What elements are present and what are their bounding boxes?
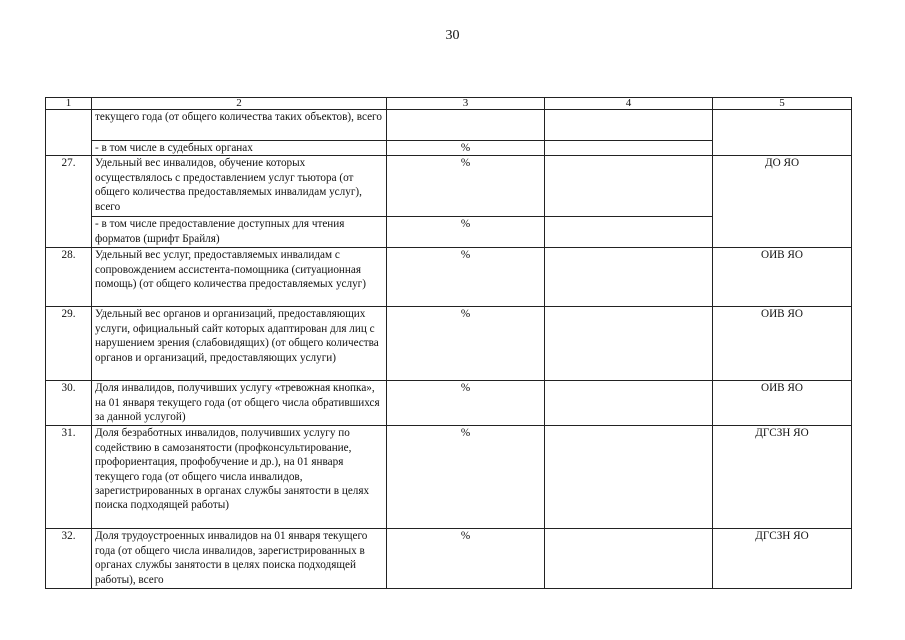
row-number: 29. bbox=[46, 307, 92, 381]
row-indicator-text: - в том числе в судебных органах bbox=[92, 141, 387, 156]
row-responsible: ОИВ ЯО bbox=[713, 381, 852, 426]
row-responsible: ДО ЯО bbox=[713, 156, 852, 248]
table-row bbox=[46, 381, 852, 426]
table-header-row bbox=[46, 98, 852, 110]
row-number: 28. bbox=[46, 248, 92, 307]
row-value bbox=[545, 307, 713, 381]
row-number: 31. bbox=[46, 426, 92, 529]
row-unit: % bbox=[387, 381, 545, 426]
header-col-5: 5 bbox=[713, 98, 852, 110]
row-responsible: ДГСЗН ЯО bbox=[713, 529, 852, 589]
row-number: 30. bbox=[46, 381, 92, 426]
row-value bbox=[545, 110, 713, 141]
row-responsible: ДГСЗН ЯО bbox=[713, 426, 852, 529]
row-unit: % bbox=[387, 248, 545, 307]
row-unit bbox=[387, 110, 545, 141]
table-row bbox=[46, 248, 852, 307]
row-unit: % bbox=[387, 141, 545, 156]
indicators-table bbox=[45, 97, 852, 589]
header-col-3: 3 bbox=[387, 98, 545, 110]
row-value bbox=[545, 248, 713, 307]
table-row bbox=[46, 110, 852, 141]
row-number: 27. bbox=[46, 156, 92, 248]
row-unit: % bbox=[387, 307, 545, 381]
row-indicator-text: Доля трудоустроенных инвалидов на 01 января текущего года (от общего числа инвалидов, зарегистрированных в органах службы занятости в целях поиска подходящей работы), всего bbox=[92, 529, 387, 589]
row-value bbox=[545, 381, 713, 426]
row-value bbox=[545, 426, 713, 529]
header-col-4: 4 bbox=[545, 98, 713, 110]
row-number bbox=[46, 110, 92, 156]
row-indicator-text: Доля инвалидов, получивших услугу «тревожная кнопка», на 01 января текущего года (от общего числа обратившихся за данной услугой) bbox=[92, 381, 387, 426]
row-unit: % bbox=[387, 529, 545, 589]
header-col-1: 1 bbox=[46, 98, 92, 110]
row-unit: % bbox=[387, 156, 545, 217]
row-indicator-text: Удельный вес услуг, предоставляемых инвалидам с сопровождением ассистента-помощника (ситуационная помощь) (от общего количества предоставляемых услуг) bbox=[92, 248, 387, 307]
row-value bbox=[545, 217, 713, 248]
table-row bbox=[46, 426, 852, 529]
row-indicator-text: Удельный вес инвалидов, обучение которых осуществлялось с предоставлением услуг тьютора (от общего количества предоставляемых инвалидам услуг), всего bbox=[92, 156, 387, 217]
row-value bbox=[545, 141, 713, 156]
row-responsible: ОИВ ЯО bbox=[713, 307, 852, 381]
row-indicator-text: Удельный вес органов и организаций, предоставляющих услуги, официальный сайт которых адаптирован для лиц с нарушением зрения (слабовидящих) (от общего количества органов и организаций, предоставляющих услуги) bbox=[92, 307, 387, 381]
table-row bbox=[46, 529, 852, 589]
row-number: 32. bbox=[46, 529, 92, 589]
row-value bbox=[545, 529, 713, 589]
row-indicator-text: Доля безработных инвалидов, получивших услугу по содействию в самозанятости (профконсультирование, профориентация, профобучение и др.), на 01 января текущего года (от общего числа инвалидов, зарегистрированных в органах службы занятости в целях поиска подходящей работы) bbox=[92, 426, 387, 529]
row-unit: % bbox=[387, 426, 545, 529]
table-row bbox=[46, 307, 852, 381]
row-responsible bbox=[713, 110, 852, 156]
row-indicator-text: - в том числе предоставление доступных для чтения форматов (шрифт Брайля) bbox=[92, 217, 387, 248]
row-responsible: ОИВ ЯО bbox=[713, 248, 852, 307]
header-col-2: 2 bbox=[92, 98, 387, 110]
table-row bbox=[46, 156, 852, 217]
row-indicator-text: текущего года (от общего количества таких объектов), всего bbox=[92, 110, 387, 141]
row-unit: % bbox=[387, 217, 545, 248]
row-value bbox=[545, 156, 713, 217]
page-number: 30 bbox=[445, 28, 460, 43]
